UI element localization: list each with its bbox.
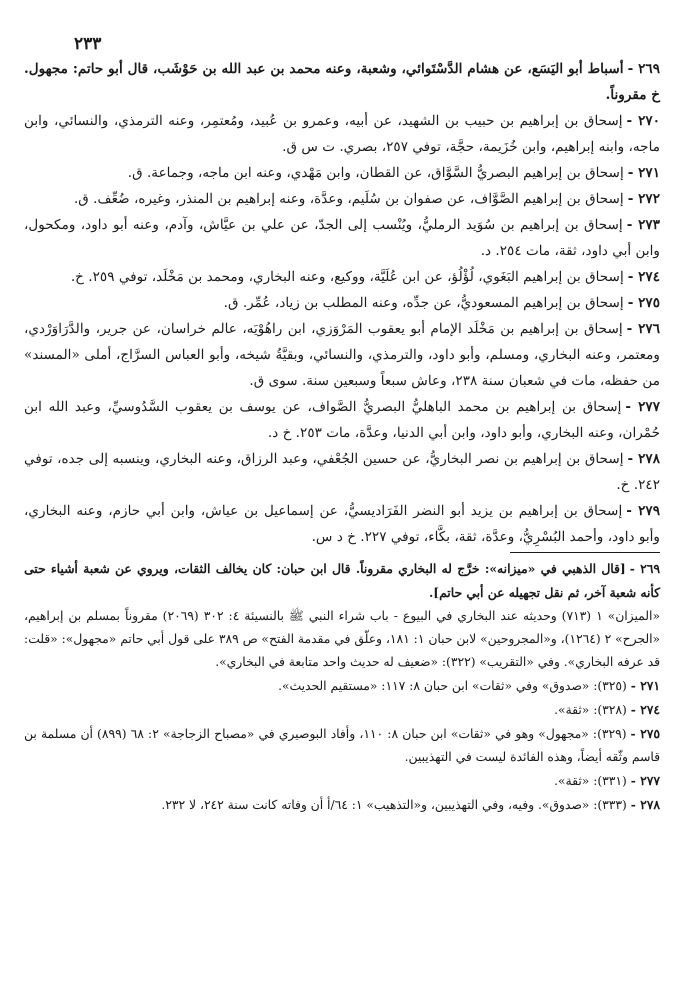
biography-entries — [24, 56, 660, 550]
footnotes — [24, 557, 660, 817]
entry — [24, 498, 660, 550]
footnote — [24, 605, 660, 674]
footnote-text: (٣٢٥): «صدوق» وفي «ثقات» ابن حبان ٨: ١١٧: «مستقيم الحديث». — [278, 679, 627, 693]
entry-text: إسحاق بن إبراهيم بن حبيب بن الشهيد، عن أبيه، وعمرو بن عُبيد، ومُعتمِر، وعنه الترمذي، والنسائي، وابن ماجه، وابنه إبراهيم، وابن خُزَيمة، حجَّة، توفي ٢٥٧، بصري. ت س ق. — [24, 113, 660, 155]
page-number: ٢٣٣ — [74, 34, 102, 54]
entry-text: إسحاق بن إبراهيم المسعوديُّ، عن جدِّه، وعنه المطلب بن زياد، عُمِّر. ق. — [223, 295, 624, 311]
entry — [24, 186, 660, 212]
entry-number: ٢٧٤ - — [627, 269, 660, 285]
footnote-number: ٢٧٨ - — [630, 797, 660, 812]
entry-number: ٢٧٧ - — [625, 399, 660, 415]
footnote-number: ٢٧١ - — [630, 678, 660, 693]
entry-number: ٢٧٣ - — [626, 217, 661, 233]
entry-number: ٢٧٦ - — [626, 321, 661, 337]
entry-number: ٢٧٠ - — [626, 113, 661, 129]
entry — [24, 160, 660, 186]
entry — [24, 264, 660, 290]
entry — [24, 446, 660, 498]
footnote-text: (٣٢٩): «مجهول» وهو في «ثقات» ابن حبان ٨: ١١٠، وأفاد البوصيري في «مصباح الزجاجة» ٢: ٦٨ (٨٩٩) أن مسلمة بن قاسم وثّقه أيضاً، وهذه الفائدة ليست في التهذيبين. — [24, 727, 660, 764]
entry-number: ٢٦٩ - — [627, 61, 661, 77]
entry — [24, 212, 660, 264]
entry-number: ٢٧٥ - — [627, 295, 660, 311]
entry — [24, 316, 660, 394]
entry-number: ٢٧٨ - — [627, 451, 660, 467]
entry-text: إسحاق بن إبراهيم البَغَوي، لُؤْلُؤ، عن ابن عُلَيَّة، ووكيع، وعنه البخاري، ومحمد بن مَخْلَد، توفي ٢٥٩. خ. — [70, 269, 624, 285]
entry-text: إسحاق بن إبراهيم بن محمد الباهليُّ البصريُّ الصَّواف، عن يوسف بن يعقوب السَّدُوسيِّ، وعبد الله ابن حُمْران، وعنه البخاري، وأبو داود، وابن أبي الدنيا، وعدَّة، مات ٢٥٣. خ د. — [24, 399, 660, 441]
entry-text: إسحاق بن إبراهيم الصَّوَّاف، عن صفوان بن سُلَيم، وعدَّة، وعنه إبراهيم بن المنذر، وغيره، ضُعِّف. ق. — [73, 191, 624, 207]
entry-text: إسحاق بن إبراهيم البصريُّ السَّوَّاق، عن القطان، وابن مَهْدي، وعنه ابن ماجه، وجماعة. ق. — [127, 165, 624, 181]
entry-text: إسحاق بن إبراهيم بن مَخْلَد الإمام أبو يعقوب المَرْوَزي، ابن راهُوْيَه، عالم خراسان، عن جرير، والدَّرَاوَرْدي، ومعتمر، وعنه البخاري، ومسلم، وأبو داود، والترمذي، والنسائي، وبقيَّةُ شيخه، وأبو العباس السرَّاج، أملى «المسند» من حفظه، مات في شعبان سنة ٢٣٨، وعاش سبعاً وسبعين سنة. سوى ق. — [24, 321, 660, 389]
footnote-text: (٣٣١): «ثقة». — [554, 774, 627, 788]
entry — [24, 394, 660, 446]
entry-text: إسحاق بن إبراهيم بن يزيد أبو النضر الفَرَاديسيُّ، عن إسماعيل بن عياش، وابن أبي حازم، وعنه البخاري، وأبو داود، وأحمد البُسْرِيُّ، وعدَّة، ثقة، بكَّاء، توفي ٢٢٧. خ د س. — [24, 503, 660, 545]
footnote — [24, 722, 660, 769]
footnote — [24, 769, 660, 793]
entry — [24, 108, 660, 160]
footnote — [24, 698, 660, 722]
footnote — [24, 557, 660, 605]
footnote-number: ٢٧٥ - — [630, 726, 660, 741]
entry — [24, 56, 660, 108]
entry-number: ٢٧١ - — [627, 165, 660, 181]
entry — [24, 290, 660, 316]
footnote-text: «الميزان» ١ (٧١٣) وحديثه عند البخاري في البيوع - باب شراء النبي ﷺ بالنسيئة ٤: ٣٠٢ (٢٠٦٩) مقروناً بمسلم بن إبراهيم، «الجرح» ٢ (١٢٦٤)، و«المجروحين» لابن حبان ١: ١٨١، وعلّق في مقدمة الفتح» ص ٣٨٩ على قول أبي حاتم «مجهول»: «قلت: قد عرفه البخاري». وفي «التقريب» (٣٢٢): «ضعيف له حديث واحد متابعة في البخاري». — [24, 609, 661, 669]
footnote-number: ٢٧٧ - — [630, 773, 660, 788]
footnote-number: ٢٦٩ - — [629, 561, 660, 576]
entry-number: ٢٧٩ - — [626, 503, 660, 519]
footnote-text: (٣٣٣): «صدوق». وفيه، وفي التهذيبين، و«التذهيب» ١: ٦٤/أ أن وفاته كانت سنة ٢٤٢، لا ٢٣٢. — [161, 798, 627, 812]
entry-text: أسباط أبو اليَسَع، عن هشام الدَّسْتَوائي، وشعبة، وعنه محمد بن عبد الله بن حَوْشَب، قال أبو حاتم: مجهول. خ مقروناً. — [24, 61, 660, 103]
footnote-separator — [510, 552, 660, 553]
entry-number: ٢٧٢ - — [627, 191, 660, 207]
footnote-number: ٢٧٤ - — [630, 702, 660, 717]
entry-text: إسحاق بن إبراهيم بن نصر البخاريُّ، عن حسين الجُعْفي، وعبد الرزاق، وعنه البخاري، وينسبه إلى جده، توفي ٢٤٢. خ. — [24, 451, 660, 493]
footnote — [24, 793, 660, 817]
entry-text: إسحاق بن إبراهيم بن سُوَيد الرمليُّ، ويُنْسب إلى الجدّ، عن علي بن عيَّاش، وآدم، وعنه أبو داود، ومكحول، وابن أبي داود، ثقة، مات ٢٥٤. د. — [24, 217, 660, 259]
footnote-text: [قال الذهبي في «ميزانه»: خرَّج له البخاري مقروناً. قال ابن حبان: كان يخالف الثقات، ويروي عن شعبة أشياء حتى كأنه شعبة آخر، ثم نقل تجهيله عن أبي حاتم]. — [24, 561, 660, 600]
footnote — [24, 674, 660, 698]
footnote-text: (٣٢٨): «ثقة». — [554, 703, 627, 717]
